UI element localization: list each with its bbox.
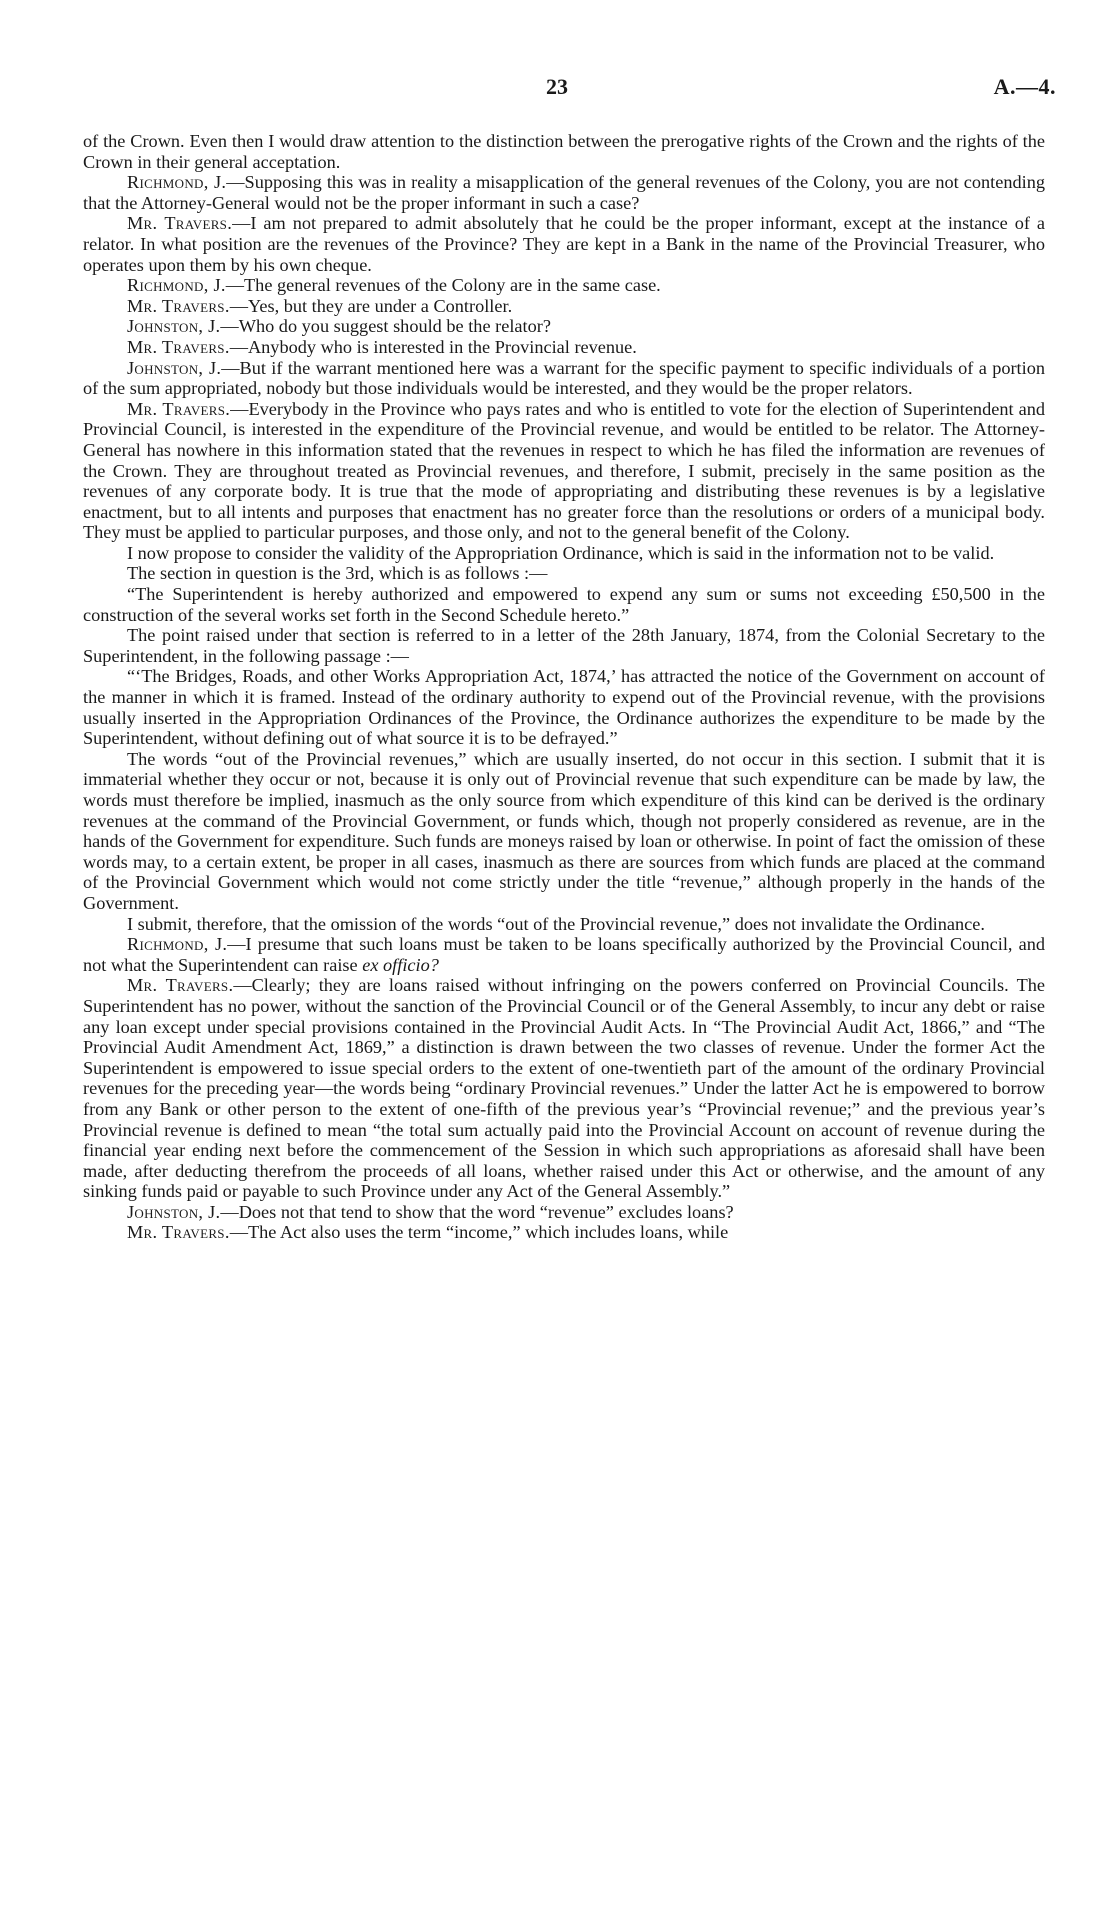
speaker-name: Mr. Travers. — [127, 398, 231, 419]
paragraph: I submit, therefore, that the omission of the words “out of the Provincial revenue,” does not invalidate the Ordinance. — [127, 913, 985, 934]
paragraph: The words “out of the Provincial revenues,” which are usually inserted, do not occur in this section. I submit that it is immaterial whether they occur or not, because it is only out of Provincial revenue that such expenditure can be made by law, the words must therefore be implied, inasmuch as the only source from which expenditure of this kind can be derived is the ordinary revenues at the command of the Provincial Government, or funds which, though not properly considered as revenue, are in the hands of the Government for expenditure. Such funds are moneys raised by loan or otherwise. In point of fact the omission of these words may, to a certain extent, be proper in all cases, inasmuch as there are sources from which funds are placed at the command of the Provincial Government which would not come strictly under the title “revenue,” although properly in the hands of the Government. — [83, 748, 1045, 913]
speaker-name: Mr. Travers. — [127, 336, 230, 357]
speaker-name: Johnston, J. — [127, 357, 222, 378]
page-body — [83, 131, 1045, 1243]
paragraph: Mr. Travers.—I am not prepared to admit absolutely that he could be the proper informant, except at the instance of a relator. In what position are the revenues of the Province? They are kept in a Bank in the name of the Provincial Treasurer, who operates upon them by his own cheque. — [83, 213, 1046, 275]
paragraph: Mr. Travers.—Yes, but they are under a Controller. — [127, 295, 513, 316]
paragraph: The section in question is the 3rd, which is as follows :— — [127, 563, 548, 584]
speaker-name: Mr. Travers. — [127, 1222, 230, 1243]
paragraph: Mr. Travers.—Everybody in the Province who pays rates and who is entitled to vote for the election of Superintendent and Provincial Council, is interested in the expenditure of the Provincial revenue, and would be entitled to be relator. The Attorney-General has nowhere in this information stated that the revenues in respect to which he has filed the information are revenues of the Crown. They are throughout treated as Provincial revenues, and therefore, I submit, precisely in the same position as the revenues of any corporate body. It is true that the mode of appropriating and distributing these revenues is by a legislative enactment, but to all intents and purposes that enactment has no greater force than the resolutions or orders of a municipal body. They must be applied to particular purposes, and those only, and not to the general benefit of the Colony. — [83, 398, 1045, 543]
page-header — [0, 74, 1114, 102]
speaker-name: Mr. Travers. — [127, 295, 230, 316]
quotation: “The Superintendent is hereby authorized and empowered to expend any sum or sums not exceeding £50,500 in the construction of the several works set forth in the Second Schedule hereto.” — [83, 584, 1045, 625]
paragraph: The point raised under that section is referred to in a letter of the 28th January, 1874, from the Colonial Secretary to the Superintendent, in the following passage :— — [83, 625, 1045, 666]
paragraph: Richmond, J.—The general revenues of the Colony are in the same case. — [127, 275, 661, 296]
paragraph: Mr. Travers.—The Act also uses the term “income,” which includes loans, while — [127, 1222, 729, 1243]
paragraph: I now propose to consider the validity of the Appropriation Ordinance, which is said in the information not to be valid. — [127, 542, 995, 563]
speaker-name: Richmond, J. — [127, 172, 227, 193]
quotation: “‘The Bridges, Roads, and other Works Appropriation Act, 1874,’ has attracted the notice of the Government on account of the manner in which it is framed. Instead of the ordinary authority to expend out of the Provincial revenue, with the provisions usually inserted in the Appropriation Ordinances of the Province, the Ordinance authorizes the expenditure to be made by the Superintendent, without defining out of what source it is to be defrayed.” — [83, 666, 1045, 749]
speaker-name: Mr. Travers. — [127, 975, 234, 996]
paragraph: Johnston, J.—Who do you suggest should be the relator? — [127, 316, 551, 337]
speaker-name: Richmond, J. — [127, 275, 226, 296]
paragraph: of the Crown. Even then I would draw attention to the distinction between the prerogative rights of the Crown and the rights of the Crown in their general acceptation. — [83, 131, 1045, 172]
paragraph: Mr. Travers.—Anybody who is interested in the Provincial revenue. — [127, 336, 637, 357]
speaker-name: Johnston, J. — [127, 316, 221, 337]
page-number: 23 — [546, 74, 568, 99]
paragraph: Richmond, J.—I presume that such loans must be taken to be loans specifically authorized by the Provincial Council, and not what the Superintendent can raise ex officio? — [83, 934, 1045, 975]
paragraph: Richmond, J.—Supposing this was in reality a misapplication of the general revenues of the Colony, you are not contending that the Attorney-General would not be the proper informant in such a case? — [83, 172, 1045, 213]
paragraph: Johnston, J.—But if the warrant mentioned here was a warrant for the specific payment to specific individuals of a portion of the sum appropriated, nobody but those individuals would be interested, and they would be the proper relators. — [83, 357, 1046, 399]
paragraph: Mr. Travers.—Clearly; they are loans raised without infringing on the powers conferred on Provincial Councils. The Superintendent has no power, without the sanction of the Provincial Council or of the General Assembly, to incur any debt or raise any loan except under special provisions contained in the Provincial Audit Acts. In “The Provincial Audit Act, 1866,” and “The Provincial Audit Amendment Act, 1869,” a distinction is drawn between the two classes of revenue. Under the former Act the Superintendent is empowered to issue special orders to the extent of one-twentieth part of the amount of the ordinary Provincial revenues for the preceding year—the words being “ordinary Provincial revenues.” Under the latter Act he is empowered to borrow from any Bank or other person to the extent of one-fifth of the previous year’s “Provincial revenue;” and the previous year’s Provincial revenue is defined to mean “the total sum actually paid into the Provincial Account on account of revenue during the financial year ending next before the commencement of the Session in which such appropriations as aforesaid shall have been made, after deducting therefrom the proceeds of all loans, whether raised under this Act or otherwise, and the amount of any sinking funds paid or payable to such Province under any Act of the General Assembly.” — [83, 975, 1045, 1202]
speaker-name: Richmond, J. — [127, 934, 228, 955]
italic-phrase: ex officio? — [362, 954, 439, 975]
speaker-name: Johnston, J. — [127, 1201, 221, 1222]
document-reference: A.—4. — [993, 74, 1056, 99]
speaker-name: Mr. Travers. — [127, 213, 233, 234]
paragraph: Johnston, J.—Does not that tend to show that the word “revenue” excludes loans? — [127, 1201, 734, 1222]
